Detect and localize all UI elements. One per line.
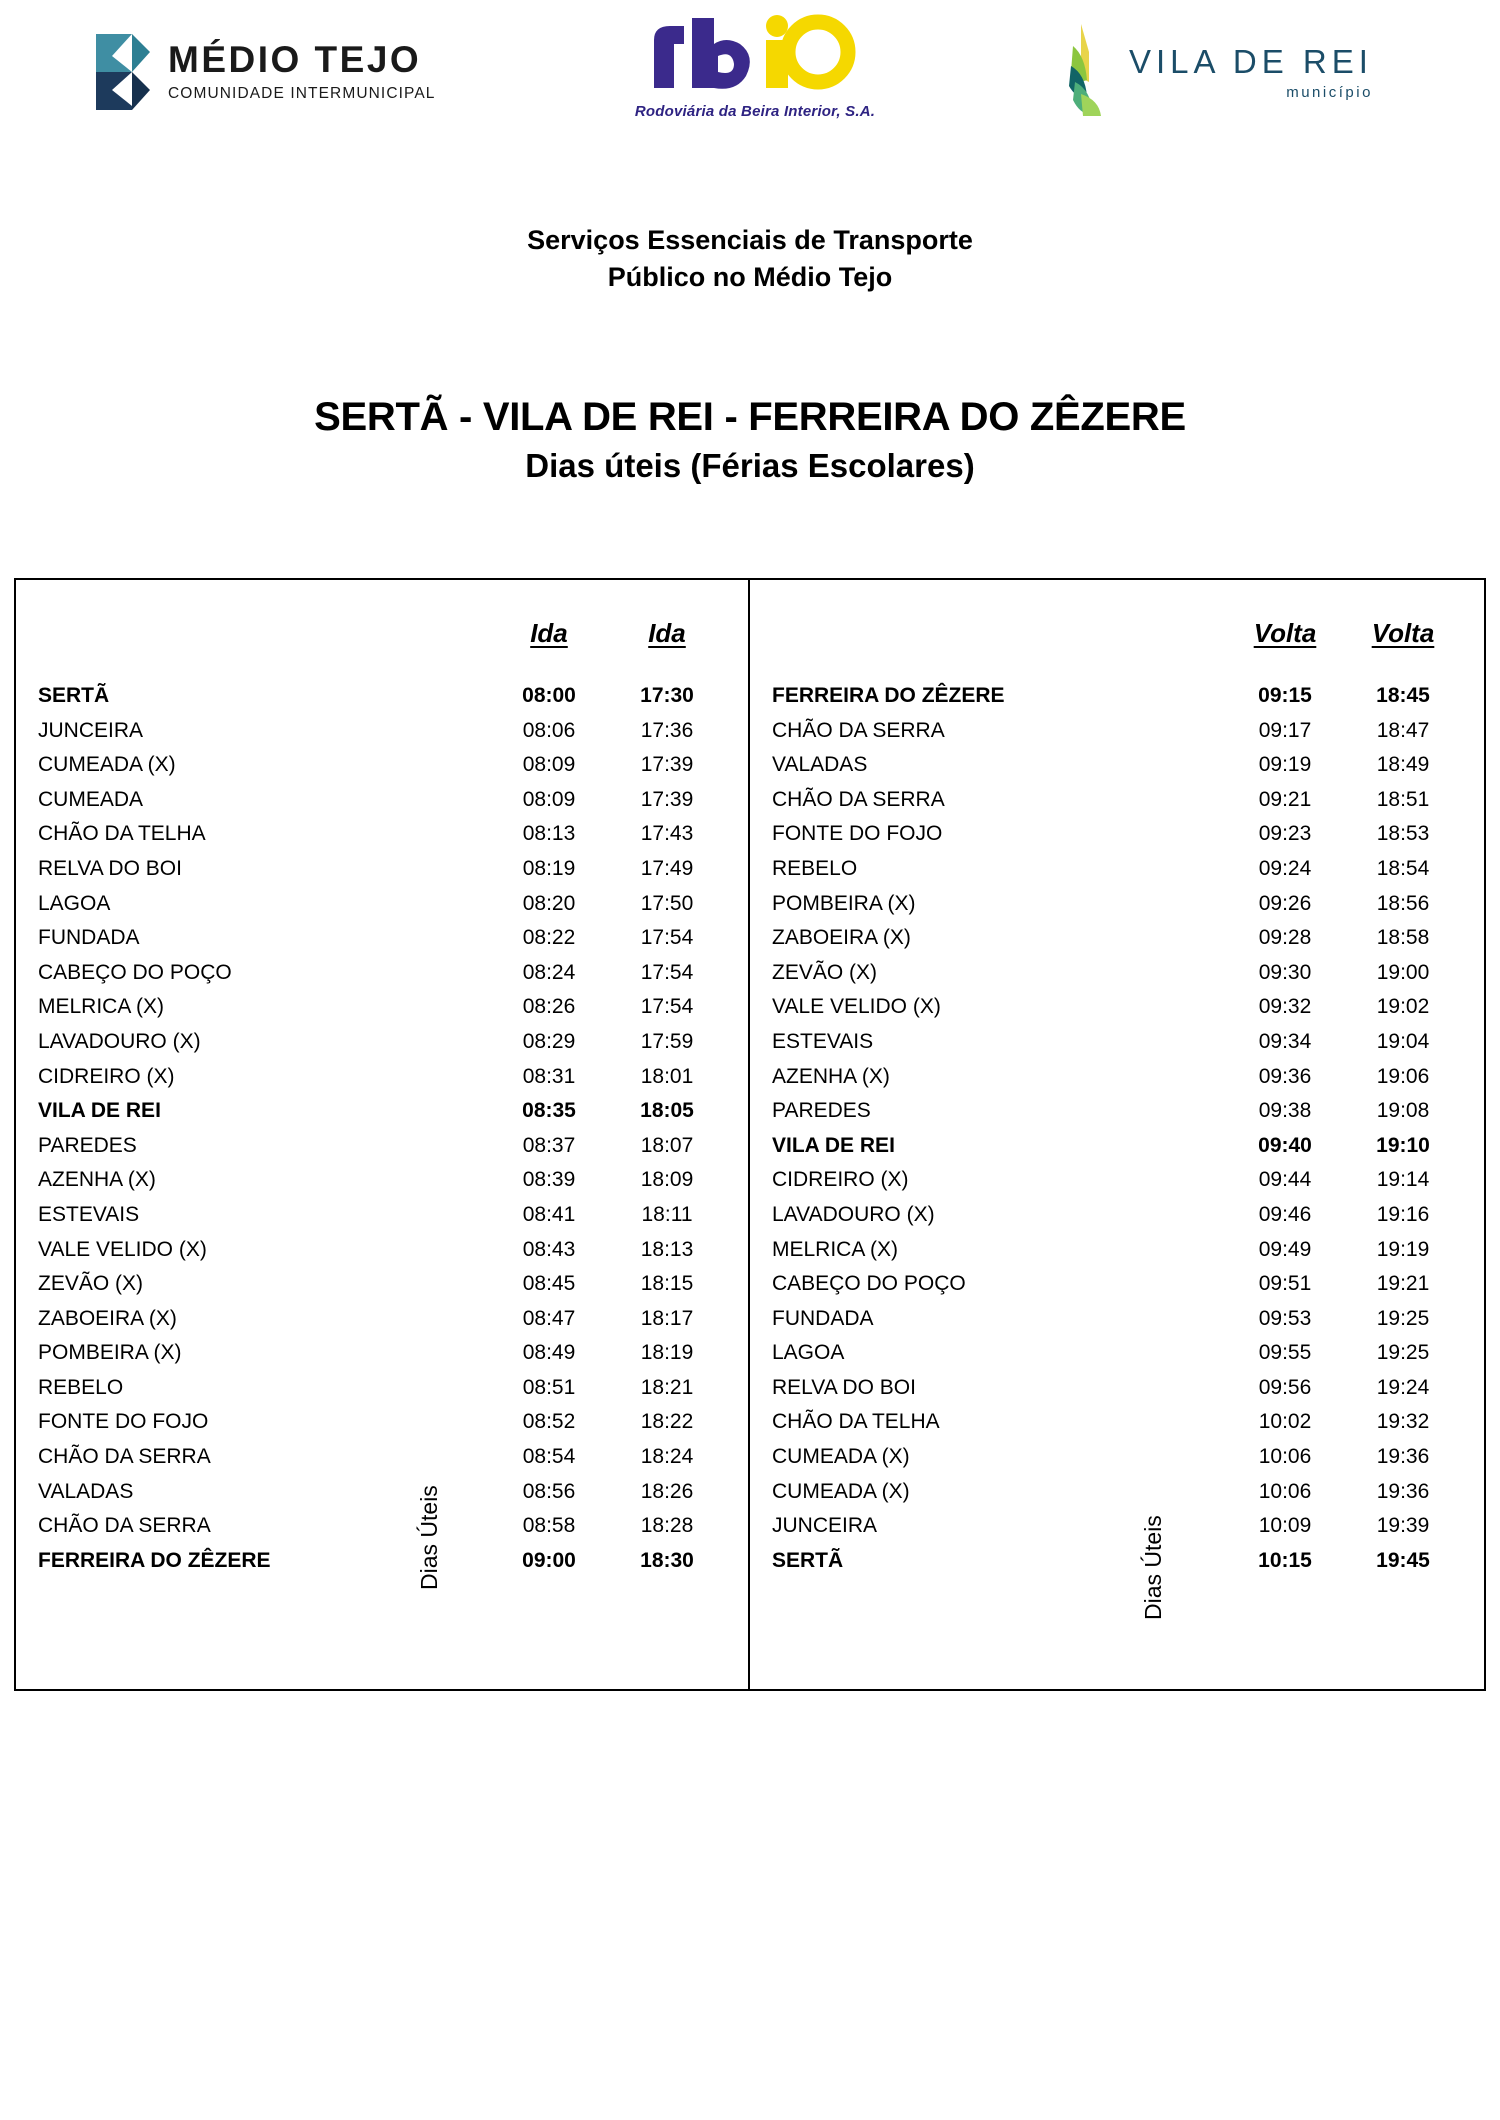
table-row xyxy=(16,961,726,996)
vila-de-rei-subtitle: município xyxy=(1286,83,1373,101)
outbound-departure-time: 18:01 xyxy=(640,1064,694,1088)
outbound-departure-time: 18:26 xyxy=(640,1479,694,1503)
outbound-stop-name: FONTE DO FOJO xyxy=(38,1410,209,1434)
inbound-stop-name: FERREIRA DO ZÊZERE xyxy=(772,684,1005,707)
inbound-departure-time: 09:46 xyxy=(1258,1202,1312,1226)
inbound-departure-time: 09:23 xyxy=(1258,822,1312,846)
table-row xyxy=(750,719,1462,754)
table-row xyxy=(16,892,726,927)
outbound-stop-name: RELVA DO BOI xyxy=(38,856,182,880)
table-row xyxy=(750,1203,1462,1238)
inbound-departure-time: 10:02 xyxy=(1258,1410,1312,1434)
outbound-stop-name: CABEÇO DO POÇO xyxy=(38,960,232,984)
table-row xyxy=(750,1238,1462,1273)
outbound-stop-name: ESTEVAIS xyxy=(38,1202,140,1226)
table-row xyxy=(16,1238,726,1273)
outbound-departure-time: 17:30 xyxy=(640,684,694,707)
inbound-departure-time: 18:51 xyxy=(1376,787,1430,811)
outbound-departure-time: 08:24 xyxy=(522,960,576,984)
inbound-departure-time: 18:49 xyxy=(1376,753,1430,777)
inbound-departure-time: 19:36 xyxy=(1376,1479,1430,1503)
outbound-departure-time: 08:19 xyxy=(522,856,576,880)
inbound-departure-time: 19:25 xyxy=(1376,1341,1430,1365)
inbound-departure-time: 18:53 xyxy=(1376,822,1430,846)
inbound-departure-time: 09:32 xyxy=(1258,995,1312,1019)
outbound-header-trip-2: Ida xyxy=(648,618,686,648)
outbound-departure-time: 08:54 xyxy=(522,1445,576,1469)
inbound-departure-time: 09:24 xyxy=(1258,856,1312,880)
outbound-departure-time: 17:54 xyxy=(640,995,694,1019)
inbound-departure-time: 19:08 xyxy=(1376,1099,1430,1123)
inbound-departure-time: 09:17 xyxy=(1258,718,1312,742)
table-row xyxy=(16,1549,726,1584)
outbound-stop-name: CIDREIRO (X) xyxy=(38,1064,175,1088)
table-row xyxy=(16,1410,726,1445)
inbound-departure-time: 18:54 xyxy=(1376,856,1430,880)
outbound-stop-name: FERREIRA DO ZÊZERE xyxy=(38,1548,271,1572)
inbound-departure-time: 09:44 xyxy=(1258,1168,1312,1192)
inbound-departure-time: 19:10 xyxy=(1376,1133,1430,1157)
timetable-panel-inbound xyxy=(750,580,1484,1689)
route-title: SERTÃ - VILA DE REI - FERREIRA DO ZÊZERE xyxy=(314,394,1186,439)
outbound-stop-name: CHÃO DA TELHA xyxy=(38,822,206,846)
inbound-stop-name: MELRICA (X) xyxy=(772,1237,899,1261)
timetable xyxy=(14,578,1486,1691)
outbound-departure-time: 08:31 xyxy=(522,1064,576,1088)
outbound-departure-time: 08:47 xyxy=(522,1306,576,1330)
inbound-departure-time: 19:06 xyxy=(1376,1064,1430,1088)
inbound-departure-time: 19:39 xyxy=(1376,1514,1430,1538)
inbound-departure-time: 19:04 xyxy=(1376,1029,1430,1053)
outbound-departure-time: 17:49 xyxy=(640,856,694,880)
table-row xyxy=(750,1168,1462,1203)
inbound-departure-time: 09:30 xyxy=(1258,960,1312,984)
outbound-stop-name: CHÃO DA SERRA xyxy=(38,1445,211,1469)
table-row xyxy=(750,857,1462,892)
outbound-departure-time: 08:56 xyxy=(522,1479,576,1503)
vila-de-rei-title: VILA DE REI xyxy=(1129,42,1373,80)
inbound-departure-time: 09:36 xyxy=(1258,1064,1312,1088)
outbound-departure-time: 18:24 xyxy=(640,1445,694,1469)
inbound-stop-name: CHÃO DA TELHA xyxy=(772,1410,940,1434)
outbound-departure-time: 18:05 xyxy=(640,1099,694,1123)
table-row xyxy=(750,926,1462,961)
outbound-departure-time: 08:58 xyxy=(522,1514,576,1538)
table-row xyxy=(750,684,1462,719)
outbound-stop-name: POMBEIRA (X) xyxy=(38,1341,182,1365)
outbound-departure-time: 18:13 xyxy=(640,1237,694,1261)
table-row xyxy=(16,1445,726,1480)
table-row xyxy=(16,1341,726,1376)
inbound-departure-time: 10:09 xyxy=(1258,1514,1312,1538)
outbound-departure-time: 08:39 xyxy=(522,1168,576,1192)
inbound-stop-name: POMBEIRA (X) xyxy=(772,891,916,915)
inbound-header-row xyxy=(750,618,1484,676)
outbound-departure-time: 17:59 xyxy=(640,1029,694,1053)
table-row xyxy=(750,1065,1462,1100)
outbound-stop-name: ZEVÃO (X) xyxy=(38,1272,144,1296)
medio-tejo-mark-icon xyxy=(92,28,154,116)
outbound-departure-time: 09:00 xyxy=(522,1548,576,1572)
table-row xyxy=(16,684,726,719)
table-row xyxy=(750,1341,1462,1376)
inbound-stop-name: REBELO xyxy=(772,856,858,880)
medio-tejo-subtitle: COMUNIDADE INTERMUNICIPAL xyxy=(168,85,436,102)
inbound-stop-name: ZABOEIRA (X) xyxy=(772,926,911,950)
table-row xyxy=(750,1445,1462,1480)
table-row xyxy=(750,1514,1462,1549)
inbound-departure-time: 19:19 xyxy=(1376,1237,1430,1261)
outbound-departure-time: 08:29 xyxy=(522,1029,576,1053)
table-row xyxy=(16,1065,726,1100)
inbound-rows xyxy=(750,676,1484,1583)
outbound-stop-name: MELRICA (X) xyxy=(38,995,165,1019)
inbound-stop-name: CHÃO DA SERRA xyxy=(772,718,945,742)
inbound-departure-time: 09:28 xyxy=(1258,926,1312,950)
inbound-stop-name: JUNCEIRA xyxy=(772,1514,878,1538)
inbound-departure-time: 09:49 xyxy=(1258,1237,1312,1261)
inbound-departure-time: 19:00 xyxy=(1376,960,1430,984)
outbound-departure-time: 17:39 xyxy=(640,787,694,811)
timetable-panel-outbound xyxy=(16,580,750,1689)
outbound-departure-time: 08:37 xyxy=(522,1133,576,1157)
outbound-departure-time: 18:21 xyxy=(640,1375,694,1399)
inbound-stop-name: CIDREIRO (X) xyxy=(772,1168,909,1192)
outbound-departure-time: 18:30 xyxy=(640,1548,694,1572)
rbi-subtitle: Rodoviária da Beira Interior, S.A. xyxy=(634,103,876,120)
outbound-stop-name: CHÃO DA SERRA xyxy=(38,1514,211,1538)
outbound-departure-time: 08:41 xyxy=(522,1202,576,1226)
table-row xyxy=(750,995,1462,1030)
inbound-departure-time: 09:38 xyxy=(1258,1099,1312,1123)
inbound-departure-time: 19:25 xyxy=(1376,1306,1430,1330)
outbound-departure-time: 08:26 xyxy=(522,995,576,1019)
outbound-departure-time: 18:07 xyxy=(640,1133,694,1157)
table-row xyxy=(750,1272,1462,1307)
inbound-stop-name: VILA DE REI xyxy=(772,1133,895,1157)
outbound-departure-time: 17:39 xyxy=(640,753,694,777)
table-row xyxy=(16,857,726,892)
table-row xyxy=(16,1203,726,1238)
inbound-departure-time: 19:45 xyxy=(1376,1548,1430,1572)
inbound-departure-time: 19:16 xyxy=(1376,1202,1430,1226)
inbound-stop-name: FUNDADA xyxy=(772,1306,874,1330)
outbound-stop-name: FUNDADA xyxy=(38,926,140,950)
outbound-stop-name: AZENHA (X) xyxy=(38,1168,156,1192)
table-row xyxy=(16,822,726,857)
table-row xyxy=(16,1134,726,1169)
outbound-departure-time: 18:11 xyxy=(641,1202,693,1226)
inbound-departure-time: 19:32 xyxy=(1376,1410,1430,1434)
outbound-stop-name: PAREDES xyxy=(38,1133,137,1157)
inbound-stop-name: PAREDES xyxy=(772,1099,871,1123)
inbound-departure-time: 18:47 xyxy=(1376,718,1430,742)
outbound-departure-time: 08:35 xyxy=(522,1099,576,1123)
outbound-departure-time: 08:20 xyxy=(522,891,576,915)
vila-de-rei-logo xyxy=(1055,22,1373,123)
table-row xyxy=(750,1480,1462,1515)
outbound-departure-time: 18:09 xyxy=(640,1168,694,1192)
table-row xyxy=(16,1168,726,1203)
inbound-departure-time: 19:21 xyxy=(1376,1272,1430,1296)
outbound-departure-time: 08:52 xyxy=(522,1410,576,1434)
table-row xyxy=(16,1307,726,1342)
outbound-departure-time: 17:54 xyxy=(640,926,694,950)
inbound-departure-time: 19:36 xyxy=(1376,1445,1430,1469)
inbound-stop-name: VALADAS xyxy=(772,753,868,777)
outbound-departure-time: 17:50 xyxy=(640,891,694,915)
outbound-departure-time: 08:09 xyxy=(522,787,576,811)
outbound-stop-name: LAGOA xyxy=(38,891,111,915)
table-row xyxy=(750,1410,1462,1445)
outbound-departure-time: 08:51 xyxy=(522,1375,576,1399)
outbound-stop-name: JUNCEIRA xyxy=(38,718,144,742)
inbound-days-label: Dias Úteis xyxy=(1140,1515,1166,1620)
outbound-stop-name: VALADAS xyxy=(38,1479,134,1503)
inbound-stop-name: ZEVÃO (X) xyxy=(772,960,878,984)
inbound-stop-name: ESTEVAIS xyxy=(772,1029,874,1053)
route-days-note: Dias úteis (Férias Escolares) xyxy=(525,446,975,484)
table-row xyxy=(750,1376,1462,1411)
table-row xyxy=(16,1480,726,1515)
inbound-departure-time: 09:40 xyxy=(1258,1133,1312,1157)
inbound-departure-time: 09:56 xyxy=(1258,1375,1312,1399)
inbound-departure-time: 09:55 xyxy=(1258,1341,1312,1365)
outbound-stop-name: CUMEADA (X) xyxy=(38,753,176,777)
outbound-departure-time: 18:19 xyxy=(640,1341,694,1365)
inbound-stop-name: LAGOA xyxy=(772,1341,845,1365)
table-row xyxy=(750,961,1462,996)
inbound-stop-name: RELVA DO BOI xyxy=(772,1375,916,1399)
inbound-departure-time: 19:02 xyxy=(1376,995,1430,1019)
table-row xyxy=(750,1549,1462,1584)
outbound-departure-time: 18:15 xyxy=(640,1272,694,1296)
inbound-stop-name: SERTÃ xyxy=(772,1548,844,1572)
outbound-header-row xyxy=(16,618,748,676)
inbound-departure-time: 09:26 xyxy=(1258,891,1312,915)
inbound-stop-name: FONTE DO FOJO xyxy=(772,822,943,846)
table-row xyxy=(750,892,1462,927)
outbound-departure-time: 08:09 xyxy=(522,753,576,777)
inbound-departure-time: 09:21 xyxy=(1258,787,1312,811)
inbound-header-trip-1: Volta xyxy=(1253,618,1317,648)
outbound-departure-time: 18:28 xyxy=(640,1514,694,1538)
outbound-stop-name: REBELO xyxy=(38,1375,124,1399)
table-row xyxy=(16,1272,726,1307)
outbound-stop-name: ZABOEIRA (X) xyxy=(38,1306,177,1330)
medio-tejo-title: MÉDIO TEJO xyxy=(168,39,422,80)
document-subtitle-line1: Serviços Essenciais de Transporte xyxy=(527,225,973,255)
table-row xyxy=(16,719,726,754)
outbound-rows xyxy=(16,676,748,1583)
outbound-stop-name: VILA DE REI xyxy=(38,1099,161,1123)
table-row xyxy=(750,1134,1462,1169)
outbound-departure-time: 08:13 xyxy=(522,822,576,846)
inbound-departure-time: 19:24 xyxy=(1376,1375,1430,1399)
table-row xyxy=(750,1307,1462,1342)
inbound-departure-time: 09:53 xyxy=(1258,1306,1312,1330)
outbound-days-label: Dias Úteis xyxy=(416,1485,442,1590)
inbound-departure-time: 19:14 xyxy=(1376,1168,1430,1192)
table-row xyxy=(16,1514,726,1549)
inbound-header-trip-2: Volta xyxy=(1371,618,1435,648)
inbound-stop-name: CABEÇO DO POÇO xyxy=(772,1272,966,1296)
inbound-departure-time: 09:15 xyxy=(1258,684,1312,707)
outbound-departure-time: 17:54 xyxy=(640,960,694,984)
inbound-stop-name: CHÃO DA SERRA xyxy=(772,787,945,811)
inbound-stop-name: CUMEADA (X) xyxy=(772,1479,910,1503)
inbound-departure-time: 10:06 xyxy=(1258,1479,1312,1503)
outbound-departure-time: 08:43 xyxy=(522,1237,576,1261)
outbound-header-trip-1: Ida xyxy=(530,618,568,648)
inbound-stop-name: LAVADOURO (X) xyxy=(772,1202,935,1226)
inbound-departure-time: 18:56 xyxy=(1376,891,1430,915)
table-row xyxy=(16,1030,726,1065)
outbound-departure-time: 08:00 xyxy=(522,684,576,707)
outbound-departure-time: 08:06 xyxy=(522,718,576,742)
inbound-departure-time: 09:51 xyxy=(1258,1272,1312,1296)
outbound-departure-time: 18:17 xyxy=(640,1306,694,1330)
table-row xyxy=(16,788,726,823)
inbound-stop-name: AZENHA (X) xyxy=(772,1064,890,1088)
table-row xyxy=(16,1376,726,1411)
outbound-departure-time: 17:36 xyxy=(640,718,694,742)
table-row xyxy=(16,995,726,1030)
document-subtitle xyxy=(0,222,1500,297)
inbound-departure-time: 18:45 xyxy=(1376,684,1430,707)
inbound-departure-time: 09:34 xyxy=(1258,1029,1312,1053)
table-row xyxy=(750,1099,1462,1134)
table-row xyxy=(750,822,1462,857)
outbound-stop-name: SERTÃ xyxy=(38,684,110,707)
outbound-departure-time: 08:22 xyxy=(522,926,576,950)
outbound-departure-time: 18:22 xyxy=(640,1410,694,1434)
outbound-stop-name: LAVADOURO (X) xyxy=(38,1029,201,1053)
inbound-departure-time: 10:06 xyxy=(1258,1445,1312,1469)
outbound-stop-name: VALE VELIDO (X) xyxy=(38,1237,207,1261)
table-row xyxy=(16,926,726,961)
logo-bar xyxy=(0,0,1500,150)
inbound-stop-name: VALE VELIDO (X) xyxy=(772,995,941,1019)
inbound-departure-time: 10:15 xyxy=(1258,1548,1312,1572)
table-row xyxy=(16,753,726,788)
inbound-departure-time: 09:19 xyxy=(1258,753,1312,777)
outbound-departure-time: 17:43 xyxy=(640,822,694,846)
table-row xyxy=(750,788,1462,823)
rbi-logo xyxy=(630,14,880,120)
inbound-departure-time: 18:58 xyxy=(1376,926,1430,950)
table-row xyxy=(16,1099,726,1134)
inbound-stop-name: CUMEADA (X) xyxy=(772,1445,910,1469)
outbound-departure-time: 08:49 xyxy=(522,1341,576,1365)
table-row xyxy=(750,1030,1462,1065)
outbound-stop-name: CUMEADA xyxy=(38,787,144,811)
table-row xyxy=(750,753,1462,788)
vila-de-rei-mark-icon xyxy=(1055,22,1113,123)
outbound-departure-time: 08:45 xyxy=(522,1272,576,1296)
medio-tejo-logo xyxy=(92,28,435,116)
document-subtitle-line2: Público no Médio Tejo xyxy=(607,262,893,293)
